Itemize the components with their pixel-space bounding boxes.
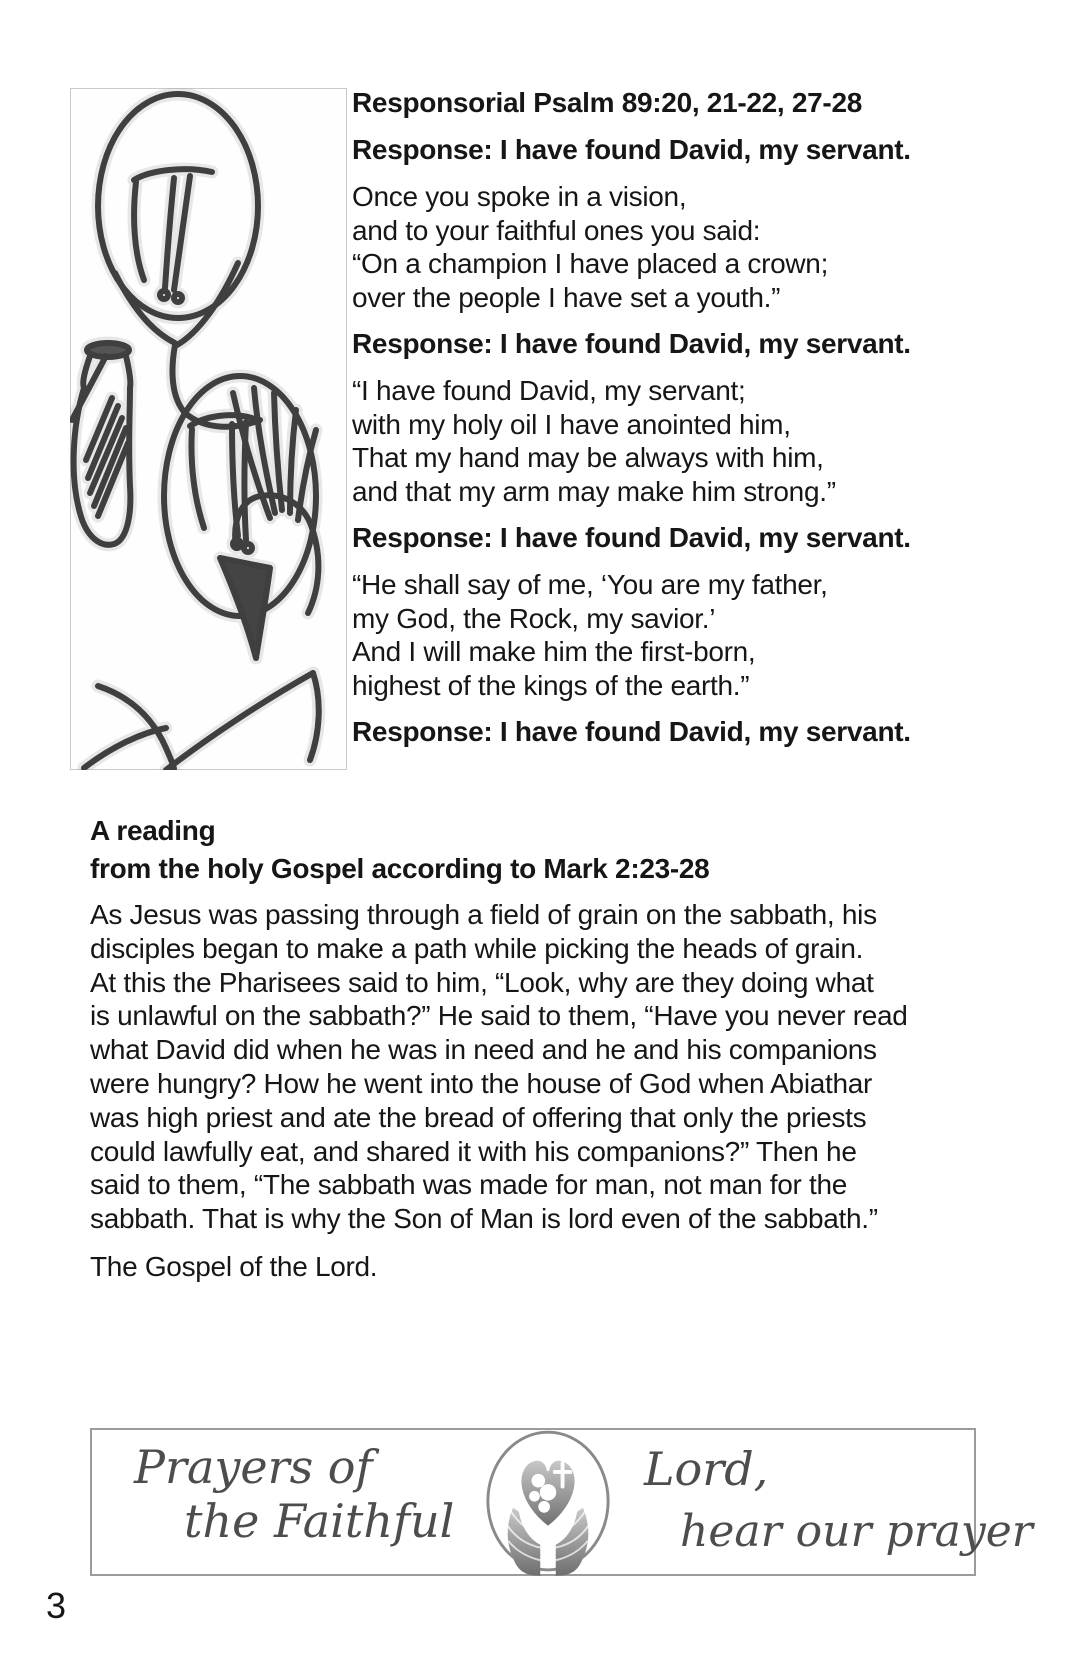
page-number: 3	[46, 1585, 67, 1626]
gospel-heading-line: A reading	[90, 815, 216, 846]
gospel-line: were hungry? How he went into the house of God when Abiathar	[90, 1067, 873, 1099]
gospel-line: what David did when he was in need and he and his companions	[90, 1034, 877, 1066]
anointing-line-art-icon	[70, 88, 347, 770]
psalm-line: “I have found David, my servant;	[352, 375, 746, 406]
gospel-text	[90, 898, 960, 1236]
psalm-section	[352, 86, 972, 762]
gospel-line: As Jesus was passing through a field of grain on the sabbath, his	[90, 899, 877, 930]
gospel-line: sabbath. That is why the Son of Man is lord even of the sabbath.”	[90, 1203, 878, 1235]
gospel-line: was high priest and ate the bread of offering that only the priests	[90, 1101, 867, 1133]
gospel-closing: The Gospel of the Lord.	[90, 1250, 378, 1282]
psalm-line: highest of the kings of the earth.”	[352, 669, 750, 701]
psalm-stanza	[352, 568, 972, 702]
prayers-of-the-faithful-banner	[90, 1428, 1033, 1576]
psalm-response: Response: I have found David, my servant.	[352, 522, 911, 553]
psalm-line: my God, the Rock, my savior.’	[352, 602, 716, 634]
gospel-line: disciples began to make a path while picking the heads of grain.	[90, 932, 864, 964]
psalm-line: and to your faithful ones you said:	[352, 214, 761, 246]
hands-holding-heart-cross-icon	[484, 1430, 612, 1576]
banner-left-text: the Faithful	[184, 1494, 455, 1548]
psalm-line: with my holy oil I have anointed him,	[352, 408, 791, 440]
psalm-line: “He shall say of me, ‘You are my father,	[352, 569, 828, 600]
banner-right-text: hear our prayer	[680, 1506, 1033, 1557]
gospel-section	[90, 812, 960, 1284]
gospel-line: said to them, “The sabbath was made for man, not man for the	[90, 1169, 848, 1201]
gospel-line: is unlawful on the sabbath?” He said to them, “Have you never read	[90, 1000, 908, 1032]
anointing-illustration	[70, 88, 347, 770]
banner-right-text: Lord,	[644, 1442, 769, 1496]
psalm-title: Responsorial Psalm 89:20, 21-22, 27-28	[352, 87, 862, 118]
gospel-heading-line: from the holy Gospel according to Mark 2:23-28	[90, 853, 710, 884]
psalm-response: Response: I have found David, my servant.	[352, 328, 911, 359]
psalm-stanza	[352, 374, 972, 508]
psalm-line: Once you spoke in a vision,	[352, 181, 687, 212]
psalm-line: and that my arm may make him strong.”	[352, 475, 836, 507]
gospel-line: could lawfully eat, and shared it with his companions?” Then he	[90, 1135, 857, 1167]
psalm-line: That my hand may be always with him,	[352, 442, 824, 473]
psalm-response: Response: I have found David, my servant.	[352, 134, 911, 165]
psalm-line: “On a champion I have placed a crown;	[352, 248, 829, 279]
psalm-response: Response: I have found David, my servant.	[352, 716, 911, 747]
psalm-line: over the people I have set a youth.”	[352, 281, 781, 313]
banner-left-text: Prayers of	[134, 1440, 373, 1494]
psalm-stanza	[352, 180, 972, 314]
gospel-line: At this the Pharisees said to him, “Look, why are they doing what	[90, 966, 874, 998]
gospel-heading	[90, 812, 960, 888]
psalm-line: And I will make him the first-born,	[352, 636, 756, 667]
